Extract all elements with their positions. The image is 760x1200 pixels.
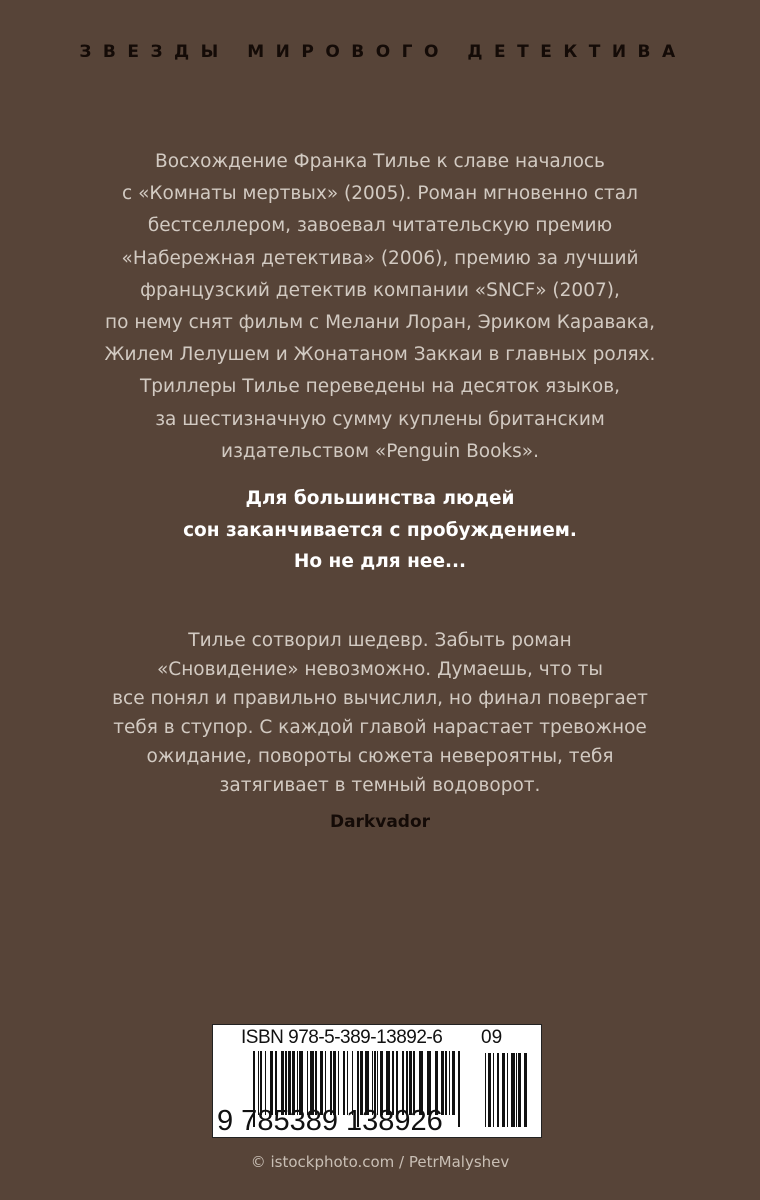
review (0, 626, 760, 800)
blurb-line: по нему снят фильм с Мелани Лоран, Эриком Каравака, (105, 312, 655, 334)
review-line: тебя в ступор. С каждой главой нарастает тревожное (113, 717, 647, 738)
barcode-bar (511, 1053, 515, 1127)
barcode-bar (485, 1053, 486, 1127)
barcode-bar (524, 1053, 527, 1127)
blurb-line: Жилем Лелушем и Жонатаном Заккаи в главных ролях. (104, 344, 656, 366)
barcode-bar (488, 1053, 491, 1127)
blurb-line: «Набережная детектива» (2006), премию за лучший (121, 247, 639, 269)
review-line: затягивает в темный водоворот. (219, 775, 541, 796)
review-line: «Сновидение» невозможно. Думаешь, что ты (156, 659, 604, 680)
review-author: Darkvador (329, 812, 431, 832)
blurb-line: Триллеры Тилье переведены на десяток языков, (139, 376, 621, 398)
barcode-bar (516, 1053, 517, 1127)
blurb-line: издательством «Penguin Books». (221, 440, 539, 462)
barcode-digits: 9 785389 138926 (217, 1105, 443, 1137)
tagline-line: Но не для нее... (293, 551, 467, 572)
review-line: ожидание, повороты сюжета невероятны, тебя (146, 746, 614, 767)
barcode-bar (445, 1051, 447, 1115)
photo-credit: © istockphoto.com / PetrMalyshev (250, 1153, 510, 1171)
blurb-line: бестселлером, завоевал читательскую премию (147, 215, 613, 237)
review-line: Тилье сотворил шедевр. Забыть роман (188, 630, 572, 651)
blurb-line: французский детектив компании «SNCF» (2007), (140, 279, 620, 301)
series-title: ЗВЕЗДЫ МИРОВОГО ДЕТЕКТИВА (79, 42, 687, 62)
barcode-bar (507, 1053, 508, 1127)
isbn-text: ISBN 978-5-389-13892-6 (241, 1027, 443, 1048)
addon-code: 09 (481, 1027, 503, 1048)
blurb-line: Восхождение Франка Тилье к славе началось (155, 151, 605, 172)
tagline-line: Для большинства людей (245, 488, 515, 509)
barcode-bar (518, 1053, 521, 1127)
barcode-bar (493, 1053, 494, 1127)
blurb-line: за шестизначную сумму куплены британским (155, 408, 605, 430)
tagline (0, 483, 760, 578)
barcode-bar (497, 1053, 499, 1127)
isbn-barcode (212, 1024, 542, 1138)
review-line: все понял и правильно вычислил, но финал повергает (112, 688, 648, 709)
barcode-bar (458, 1051, 460, 1127)
barcode-bar (502, 1053, 505, 1127)
blurb (0, 146, 760, 468)
barcode-bar (449, 1051, 450, 1115)
blurb-line: с «Комнаты мертвых» (2005). Роман мгновенно стал (122, 183, 638, 205)
tagline-line: сон заканчивается с пробуждением. (183, 519, 577, 541)
barcode-bar (452, 1051, 455, 1115)
